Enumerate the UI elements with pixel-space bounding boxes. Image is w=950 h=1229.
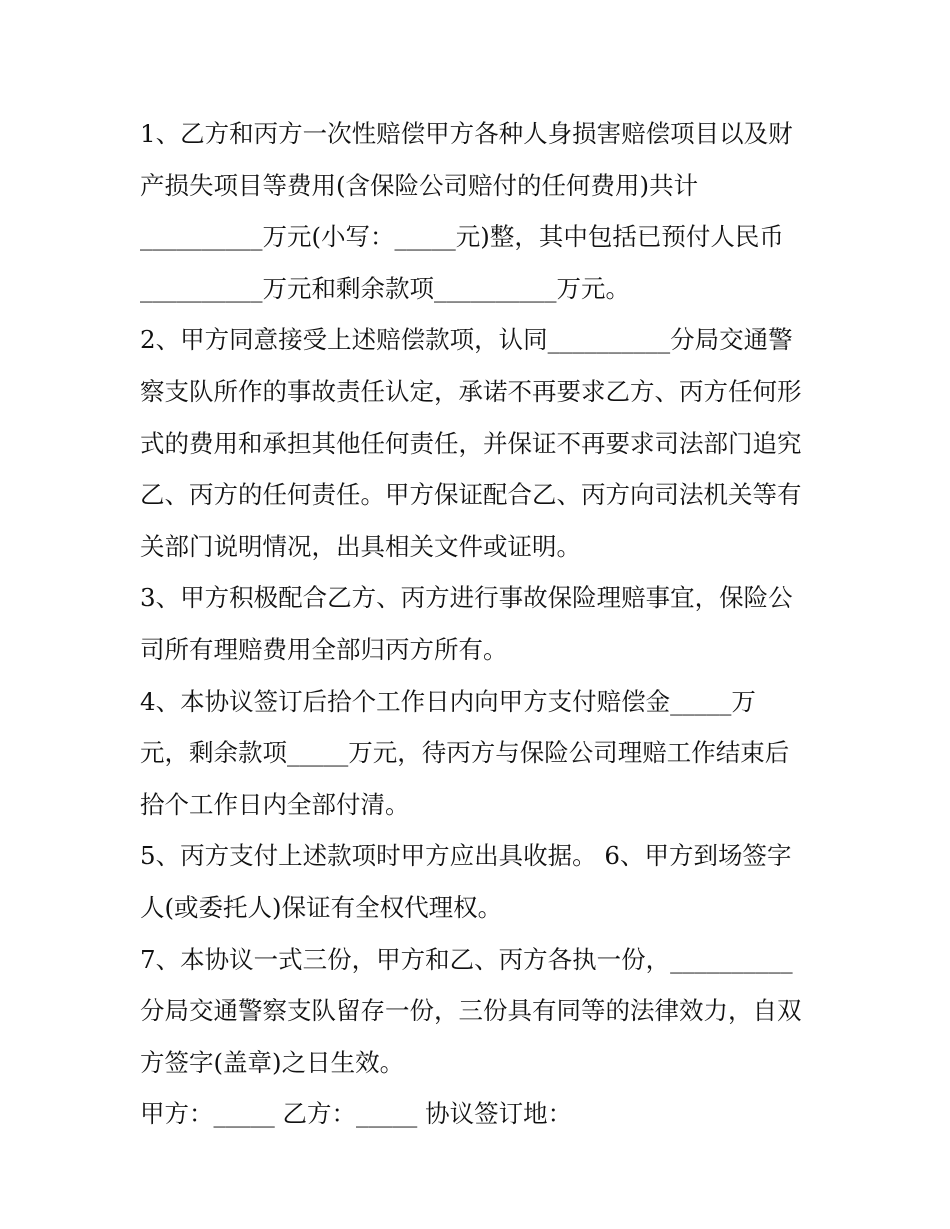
clause-1-line-1: 1、乙方和丙方一次性赔偿甲方各种人身损害赔偿项目以及财 xyxy=(140,119,793,148)
clause-3-line-1: 3、甲方积极配合乙方、丙方进行事故保险理赔事宜，保险公 xyxy=(140,583,793,613)
clause-2-line-1: 2、甲方同意接受上述赔偿款项，认同__________分局交通警 xyxy=(140,325,793,355)
clause-4-line-2: 元，剩余款项_____万元，待丙方与保险公司理赔工作结束后 xyxy=(140,738,790,768)
clause-4-line-3: 拾个工作日内全部付清。 xyxy=(140,789,410,819)
clause-6-line-2: 人(或委托人)保证有全权代理权。 xyxy=(140,892,503,922)
clause-2-line-2: 察支队所作的事故责任认定，承诺不再要求乙方、丙方任何形 xyxy=(140,376,802,406)
clause-7-line-1: 7、本协议一式三份，甲方和乙、丙方各执一份，__________ xyxy=(140,944,793,974)
document-body xyxy=(140,108,815,1140)
clause-2-line-5: 关部门说明情况，出具相关文件或证明。 xyxy=(140,531,581,561)
clause-1-line-4: __________万元和剩余款项__________万元。 xyxy=(140,273,630,303)
clause-7-line-2: 分局交通警察支队留存一份，三份具有同等的法律效力，自双 xyxy=(140,996,802,1026)
clause-3-line-2: 司所有理赔费用全部归丙方所有。 xyxy=(140,634,508,664)
clause-1-line-2: 产损失项目等费用(含保险公司赔付的任何费用)共计 xyxy=(140,170,699,200)
clause-2-line-3: 式的费用和承担其他任何责任，并保证不再要求司法部门追究 xyxy=(140,428,802,458)
clause-7-line-3: 方签字(盖章)之日生效。 xyxy=(140,1047,405,1077)
clause-5-6-line-1: 5、丙方支付上述款项时甲方应出具收据。 6、甲方到场签字 xyxy=(140,841,792,871)
clause-1-line-3: __________万元(小写：_____元)整，其中包括已预付人民币 xyxy=(140,222,784,252)
signature-line: 甲方：_____ 乙方：_____ 协议签订地： xyxy=(140,1099,573,1129)
clause-2-line-4: 乙、丙方的任何责任。甲方保证配合乙、丙方向司法机关等有 xyxy=(140,480,802,510)
clause-4-line-1: 4、本协议签订后拾个工作日内向甲方支付赔偿金_____万 xyxy=(140,686,756,716)
